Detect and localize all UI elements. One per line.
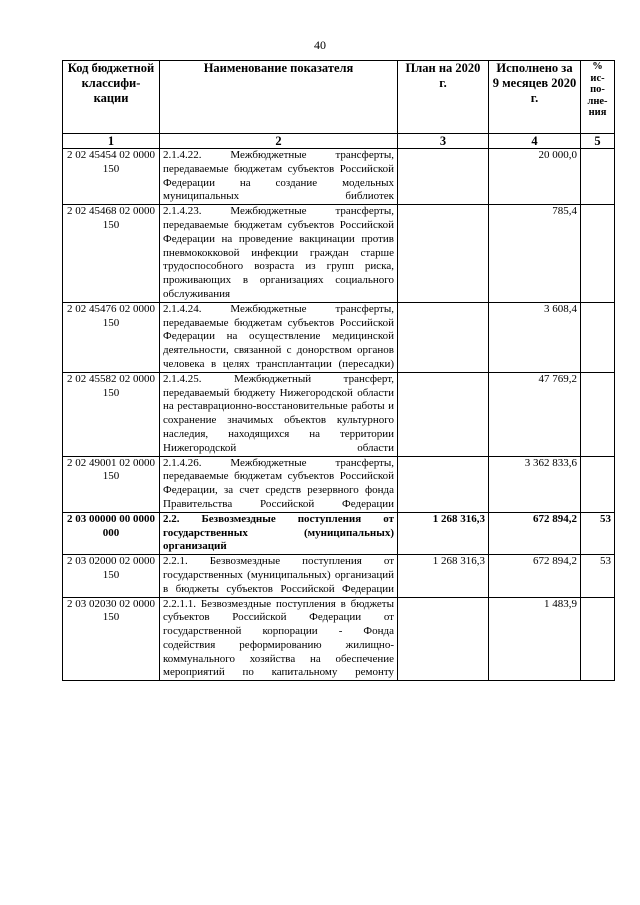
indicator-name-cell: 2.1.4.23. Межбюджетные трансферты, передаваемые бюджетам субъектов Российской Федерации на проведение вакцинации против пневмококковой инфекции граждан старше трудоспособного возраста из групп риска, проживающих в организациях социального обслуживания (160, 205, 398, 303)
header-code: Код бюджетной классифи-кации (63, 61, 160, 134)
executed-value-cell: 3 362 833,6 (489, 456, 581, 512)
plan-value-cell (398, 456, 489, 512)
table-row (63, 302, 615, 372)
column-number: 4 (489, 134, 581, 149)
column-number: 1 (63, 134, 160, 149)
percent-cell (581, 597, 615, 681)
indicator-name-cell: 2.1.4.22. Межбюджетные трансферты, передаваемые бюджетам субъектов Российской Федерации на создание модельных муниципальных библиотек (160, 149, 398, 205)
header-plan: План на 2020 г. (398, 61, 489, 134)
header-done: Исполнено за 9 месяцев 2020 г. (489, 61, 581, 134)
percent-cell (581, 302, 615, 372)
executed-value-cell: 672 894,2 (489, 555, 581, 597)
executed-value-cell: 20 000,0 (489, 149, 581, 205)
table-header-row (63, 61, 615, 134)
indicator-name-cell: 2.1.4.25. Межбюджетный трансферт, передаваемый бюджету Нижегородской области на реставрационно-восстановительные работы и сохранение значимых объектов культурного наследия, находящихся на территории Нижегородской области (160, 372, 398, 456)
percent-cell (581, 205, 615, 303)
table-row (63, 372, 615, 456)
column-number: 5 (581, 134, 615, 149)
table-row (63, 512, 615, 554)
table-row (63, 555, 615, 597)
executed-value-cell: 3 608,4 (489, 302, 581, 372)
header-percent: % ис-по-лне-ния (581, 61, 615, 134)
column-number: 2 (160, 134, 398, 149)
indicator-name-cell: 2.1.4.26. Межбюджетные трансферты, передаваемые бюджетам субъектов Российской Федерации, за счет средств резервного фонда Правительства Российской Федерации (160, 456, 398, 512)
plan-value-cell: 1 268 316,3 (398, 555, 489, 597)
table-row (63, 149, 615, 205)
percent-cell (581, 456, 615, 512)
table-row (63, 205, 615, 303)
plan-value-cell: 1 268 316,3 (398, 512, 489, 554)
executed-value-cell: 672 894,2 (489, 512, 581, 554)
plan-value-cell (398, 597, 489, 681)
budget-code-cell: 2 02 45476 02 0000 150 (63, 302, 160, 372)
percent-cell: 53 (581, 555, 615, 597)
executed-value-cell: 47 769,2 (489, 372, 581, 456)
table-row (63, 456, 615, 512)
indicator-name-cell: 2.1.4.24. Межбюджетные трансферты, передаваемые бюджетам субъектов Российской Федерации на осуществление медицинской деятельности, связанной с донорством органов человека в целях трансплантации (пересадки) (160, 302, 398, 372)
header-name: Наименование показателя (160, 61, 398, 134)
budget-code-cell: 2 02 49001 02 0000 150 (63, 456, 160, 512)
budget-table (62, 60, 615, 681)
budget-code-cell: 2 03 02030 02 0000 150 (63, 597, 160, 681)
budget-code-cell: 2 03 00000 00 0000 000 (63, 512, 160, 554)
table-row (63, 597, 615, 681)
percent-cell (581, 372, 615, 456)
plan-value-cell (398, 149, 489, 205)
page-number: 40 (314, 38, 326, 52)
executed-value-cell: 1 483,9 (489, 597, 581, 681)
budget-code-cell: 2 02 45454 02 0000 150 (63, 149, 160, 205)
plan-value-cell (398, 372, 489, 456)
executed-value-cell: 785,4 (489, 205, 581, 303)
plan-value-cell (398, 302, 489, 372)
budget-code-cell: 2 03 02000 02 0000 150 (63, 555, 160, 597)
indicator-name-cell: 2.2.1. Безвозмездные поступления от государственных (муниципальных) организаций в бюджеты субъектов Российской Федерации (160, 555, 398, 597)
column-numbers-row (63, 134, 615, 149)
plan-value-cell (398, 205, 489, 303)
percent-cell (581, 149, 615, 205)
budget-code-cell: 2 02 45468 02 0000 150 (63, 205, 160, 303)
percent-cell: 53 (581, 512, 615, 554)
indicator-name-cell: 2.2.1.1. Безвозмездные поступления в бюджеты субъектов Российской Федерации от государственной корпорации - Фонда содействия реформированию жилищно-коммунального хозяйства на обеспечение мероприятий по капитальному ремонту (160, 597, 398, 681)
indicator-name-cell: 2.2. Безвозмездные поступления от государственных (муниципальных) организаций (160, 512, 398, 554)
budget-code-cell: 2 02 45582 02 0000 150 (63, 372, 160, 456)
column-number: 3 (398, 134, 489, 149)
